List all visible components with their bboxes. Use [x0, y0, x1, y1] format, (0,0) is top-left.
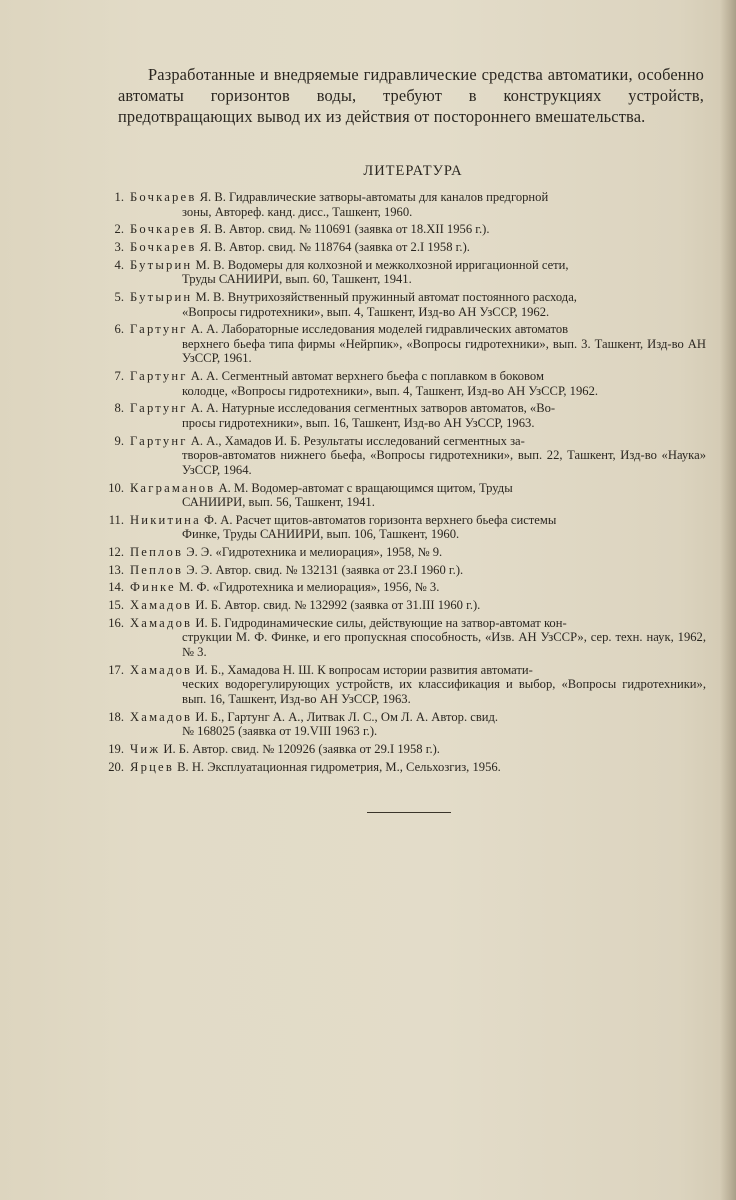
reference-text: Э. Э. Автор. свид. № 132131 (заявка от 23.I 1960 г.).: [183, 562, 464, 577]
reference-continuation: № 168025 (заявка от 19.VIII 1963 г.).: [182, 724, 378, 739]
reference-text: А. А., Хамадов И. Б. Результаты исследований сегментных за-: [187, 433, 525, 448]
reference-author: Гартунг: [130, 433, 188, 448]
reference-text: А. А. Лабораторные исследования моделей гидравлических автоматов: [187, 322, 569, 337]
reference-author: Гартунг: [130, 369, 188, 384]
reference-text: Ф. А. Расчет щитов-автоматов горизонта верхнего бьефа системы: [200, 512, 557, 527]
reference-item: [102, 369, 706, 398]
reference-text: А. А. Сегментный автомат верхнего бьефа с поплавком в боковом: [187, 369, 544, 384]
reference-text: Я. В. Автор. свид. № 110691 (заявка от 18.XII 1956 г.).: [196, 222, 490, 237]
reference-author: Никитина: [130, 512, 201, 527]
reference-text: И. Б., Хамадова Н. Ш. К вопросам истории развития автомати-: [192, 662, 533, 677]
reference-item: [102, 598, 706, 613]
references-list: [102, 190, 706, 777]
reference-number: 6.: [114, 322, 124, 337]
reference-number: 2.: [114, 222, 124, 237]
reference-continuation: «Вопросы гидротехники», вып. 4, Ташкент, Изд-во АН УзССР, 1962.: [182, 304, 550, 319]
reference-author: Бочкарев: [130, 239, 197, 254]
reference-text: Я. В. Автор. свид. № 118764 (заявка от 2.I 1958 г.).: [196, 239, 470, 254]
reference-item: [102, 663, 706, 707]
reference-continuation: Финке, Труды САНИИРИ, вып. 106, Ташкент, 1960.: [182, 527, 460, 542]
reference-author: Гартунг: [130, 322, 188, 337]
reference-author: Бутырин: [130, 289, 193, 304]
reference-text: Э. Э. «Гидротехника и мелиорация», 1958, № 9.: [183, 545, 443, 560]
reference-author: Хамадов: [130, 615, 193, 630]
reference-number: 16.: [108, 615, 124, 630]
end-rule: [367, 812, 451, 813]
reference-number: 15.: [108, 598, 124, 613]
reference-item: [102, 742, 706, 757]
reference-text: Я. В. Гидравлические затворы-автоматы для каналов предгорной: [196, 190, 549, 204]
reference-item: [102, 290, 706, 319]
reference-item: [102, 616, 706, 660]
reference-continuation: Труды САНИИРИ, вып. 60, Ташкент, 1941.: [182, 272, 412, 287]
reference-author: Бочкарев: [130, 222, 197, 237]
reference-number: 4.: [114, 257, 124, 272]
reference-continuation: верхнего бьефа типа фирмы «Нейрпик», «Вопросы гидротехники», вып. 3. Ташкент, Изд-во АН УзССР, 1961.: [182, 336, 706, 366]
reference-item: [102, 760, 706, 775]
reference-item: [102, 434, 706, 478]
reference-text: М. В. Внутрихозяйственный пружинный автомат постоянного расхода,: [192, 289, 577, 304]
reference-number: 11.: [108, 512, 124, 527]
reference-item: [102, 481, 706, 510]
reference-author: Ярцев: [130, 759, 174, 774]
reference-text: М. В. Водомеры для колхозной и межколхозной ирригационной сети,: [192, 257, 569, 272]
reference-text: М. Ф. «Гидротехника и мелиорация», 1956, № 3.: [175, 580, 440, 595]
reference-number: 18.: [108, 709, 124, 724]
reference-item: [102, 190, 706, 219]
reference-number: 14.: [108, 580, 124, 595]
reference-continuation: САНИИРИ, вып. 56, Ташкент, 1941.: [182, 495, 375, 510]
reference-number: 8.: [114, 401, 124, 416]
reference-author: Хамадов: [130, 662, 193, 677]
intro-paragraph: Разработанные и внедряемые гидравлические средства автоматики, особенно автоматы горизонтов воды, требуют в конструкциях устройств, предотвращающих вывод их из действия от постороннего вмешательства.: [118, 65, 704, 126]
reference-number: 9.: [114, 433, 124, 448]
reference-author: Пеплов: [130, 545, 184, 560]
reference-item: [102, 222, 706, 237]
reference-author: Чиж: [130, 741, 161, 756]
references-heading: ЛИТЕРАТУРА: [363, 163, 463, 179]
reference-number: 12.: [108, 545, 124, 560]
reference-continuation: струкции М. Ф. Финке, и его пропускная способность, «Изв. АН УзССР», сер. техн. наук, 1962, № 3.: [182, 630, 706, 660]
reference-text: И. Б. Гидродинамические силы, действующие на затвор-автомат кон-: [192, 615, 567, 630]
reference-item: [102, 401, 706, 430]
reference-author: Хамадов: [130, 598, 193, 613]
reference-author: Бочкарев: [130, 190, 197, 204]
reference-text: А. А. Натурные исследования сегментных затворов автоматов, «Во-: [187, 401, 556, 416]
reference-continuation: ческих водорегулирующих устройств, их классификация и выбор, «Вопросы гидротехники», вып. 16, Ташкент, Изд-во АН УзССР, 1963.: [182, 677, 706, 706]
reference-author: Бутырин: [130, 257, 193, 272]
reference-continuation: зоны, Автореф. канд. дисс., Ташкент, 1960.: [182, 204, 413, 219]
reference-number: 1.: [114, 190, 124, 204]
reference-author: Каграманов: [130, 480, 216, 495]
reference-number: 19.: [108, 741, 124, 756]
reference-item: [102, 563, 706, 578]
reference-text: А. М. Водомер-автомат с вращающимся щитом, Труды: [215, 480, 513, 495]
reference-continuation: колодце, «Вопросы гидротехники», вып. 4, Ташкент, Изд-во АН УзССР, 1962.: [182, 383, 599, 398]
reference-number: 3.: [114, 239, 124, 254]
reference-item: [102, 513, 706, 542]
page-edge-shadow: [720, 0, 736, 1200]
reference-item: [102, 545, 706, 560]
reference-text: И. Б. Автор. свид. № 132992 (заявка от 31.III 1960 г.).: [192, 598, 481, 613]
reference-continuation: просы гидротехники», вып. 16, Ташкент, Изд-во АН УзССР, 1963.: [182, 415, 535, 430]
reference-number: 13.: [108, 562, 124, 577]
reference-number: 10.: [108, 480, 124, 495]
reference-text: И. Б. Автор. свид. № 120926 (заявка от 29.I 1958 г.).: [160, 741, 440, 756]
reference-text: В. Н. Эксплуатационная гидрометрия, М., Сельхозгиз, 1956.: [173, 759, 501, 774]
reference-item: [102, 710, 706, 739]
reference-text: И. Б., Гартунг А. А., Литвак Л. С., Ом Л. А. Автор. свид.: [192, 709, 499, 724]
reference-item: [102, 322, 706, 366]
reference-number: 5.: [114, 289, 124, 304]
reference-number: 20.: [108, 759, 124, 774]
reference-author: Финке: [130, 580, 176, 595]
reference-author: Гартунг: [130, 401, 188, 416]
reference-author: Пеплов: [130, 562, 184, 577]
reference-item: [102, 258, 706, 287]
reference-item: [102, 580, 706, 595]
reference-number: 17.: [108, 662, 124, 677]
reference-number: 7.: [114, 369, 124, 384]
reference-author: Хамадов: [130, 709, 193, 724]
reference-continuation: творов-автоматов нижнего бьефа, «Вопросы гидротехники», вып. 22, Ташкент, Изд-во «Наука» УзССР, 1964.: [182, 448, 706, 477]
reference-item: [102, 240, 706, 255]
